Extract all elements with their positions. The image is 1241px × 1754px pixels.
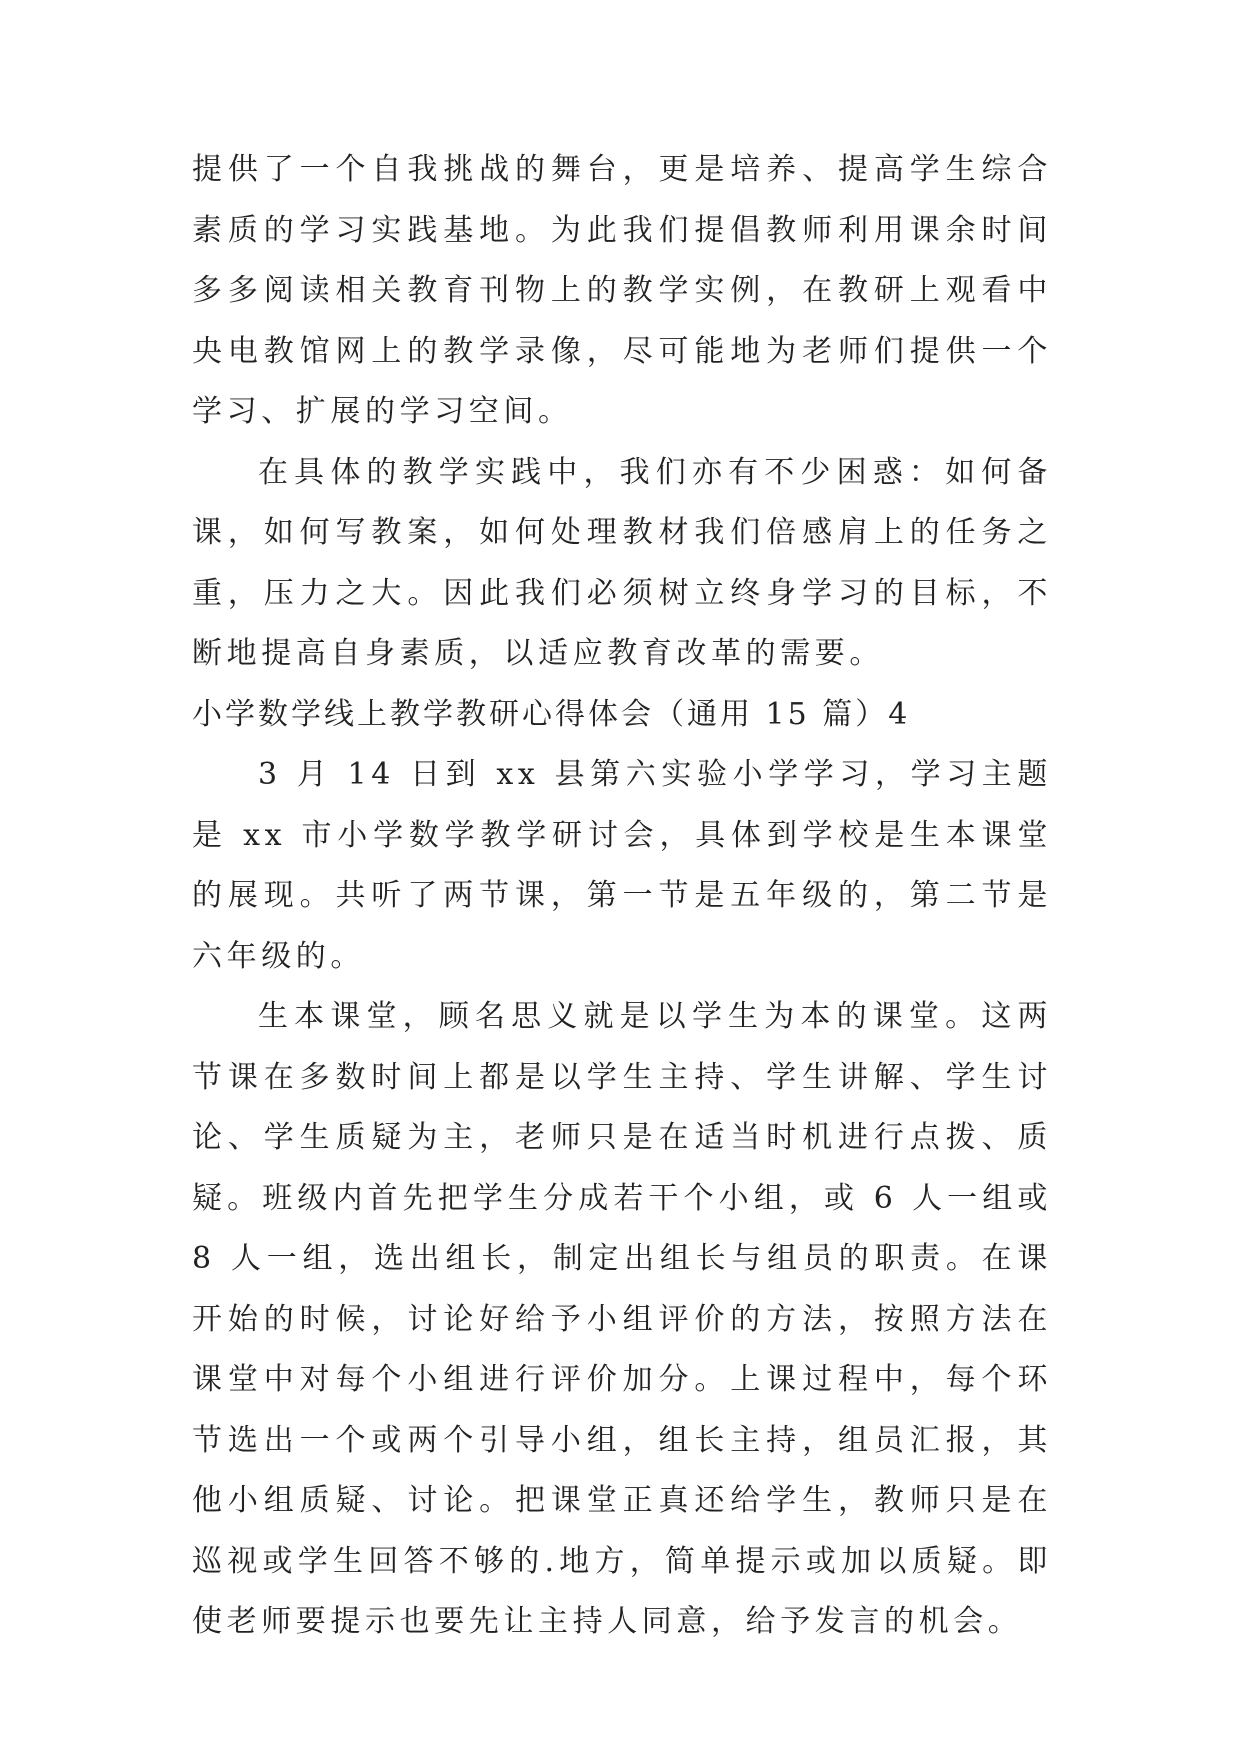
document-page	[192, 140, 1052, 1653]
paragraph-teaching-confusion: 在具体的教学实践中，我们亦有不少困惑：如何备课，如何写教案，如何处理教材我们倍感肩上的任务之重，压力之大。因此我们必须树立终身学习的目标，不断地提高自身素质，以适应教育改革的需要。	[192, 454, 1052, 671]
paragraph-student-centered-class: 生本课堂，顾名思义就是以学生为本的课堂。这两节课在多数时间上都是以学生主持、学生讲解、学生讨论、学生质疑为主，老师只是在适当时机进行点拨、质疑。班级内首先把学生分成若干个小组，或 6 人一组或 8 人一组，选出组长，制定出组长与组员的职责。在课开始的时候，讨论好给予小组评价的方法，按照方法在课堂中对每个小组进行评价加分。上课过程中，每个环节选出一个或两个引导小组，组长主持，组员汇报，其他小组质疑、讨论。把课堂正真还给学生，教师只是在巡视或学生回答不够的.地方，简单提示或加以质疑。即使老师要提示也要先让主持人同意，给予发言的机会。	[192, 999, 1052, 1639]
paragraph-school-visit: 3 月 14 日到 xx 县第六实验小学学习，学习主题是 xx 市小学数学教学研讨会，具体到学校是生本课堂的展现。共听了两节课，第一节是五年级的，第二节是六年级的。	[192, 757, 1052, 974]
section-heading: 小学数学线上教学教研心得体会（通用 15 篇）4	[192, 696, 911, 732]
paragraph-challenge-stage: 提供了一个自我挑战的舞台，更是培养、提高学生综合素质的学习实践基地。为此我们提倡教师利用课余时间多多阅读相关教育刊物上的教学实例，在教研上观看中央电教馆网上的教学录像，尽可能地为老师们提供一个学习、扩展的学习空间。	[192, 152, 1052, 429]
